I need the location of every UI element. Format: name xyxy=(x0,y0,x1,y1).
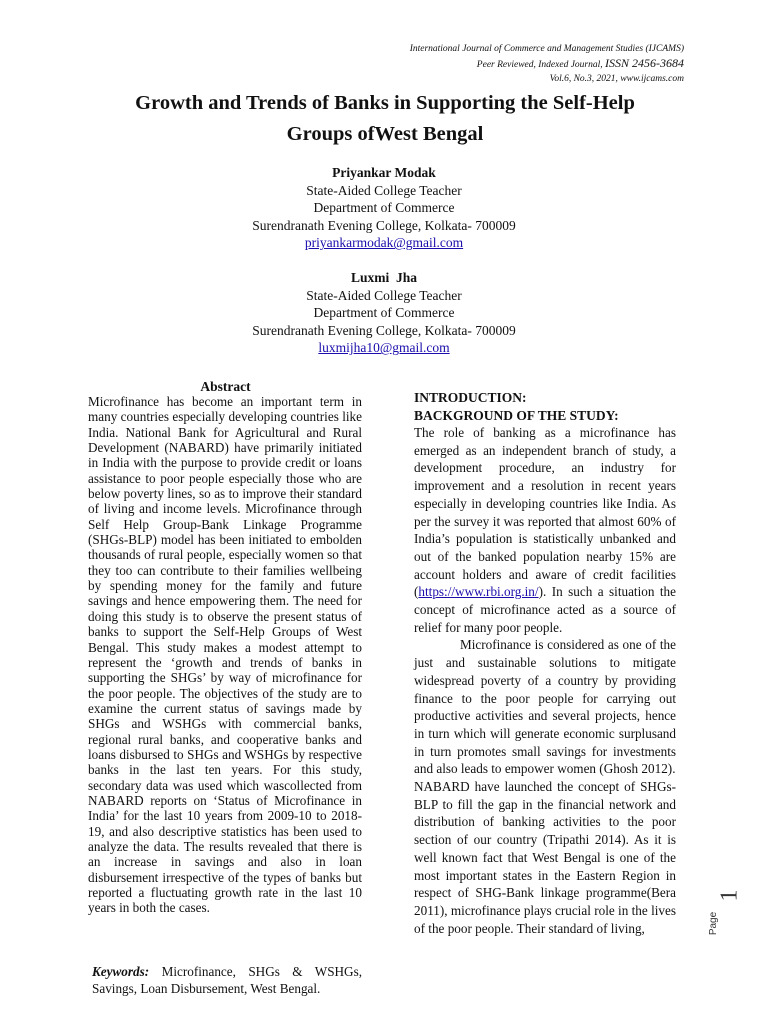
author-name: Luxmi Jha xyxy=(350,270,418,285)
rbi-link[interactable]: https://www.rbi.org.in/ xyxy=(418,584,539,600)
journal-volume-line xyxy=(410,72,684,86)
author-position: State-Aided College Teacher xyxy=(306,182,462,198)
keywords: Keywords: Microfinance, SHGs & WSHGs, Savings, Loan Disbursement, West Bengal. xyxy=(92,964,363,996)
keywords-label: Keywords xyxy=(92,964,145,979)
paper-title: Growth and Trends of Banks in Supporting the Self-Help Groups ofWest Bengal xyxy=(135,92,635,145)
journal-peer-reviewed-line xyxy=(410,56,684,72)
background-heading: BACKGROUND OF THE STUDY: xyxy=(414,407,619,423)
author-institution: Surendranath Evening College, Kolkata- 700009 xyxy=(252,217,516,233)
intro-paragraph-2: Microfinance is considered as one of the just and sustainable solutions to mitigate widespread poverty of a country by providing finance to the poor people for carrying out productive activities and several projects, hence in turn which will generate economic surplusand in turn promotes small savings for investments and also leads to empower women (Ghosh 2012). xyxy=(414,637,676,777)
author-block-2 xyxy=(0,269,768,357)
intro-paragraph-3: NABARD have launched the concept of SHGs-BLP to fill the gap in the financial network and distribution of banking activities to the poor section of our country (Tripathi 2014). As it is well known fact that West Bengal is one of the most important states in the Eastern Region in respect of SHG-Bank linkage programme(Bera 2011), microfinance plays crucial role in the lives of the poor people. Their standard of living, xyxy=(414,779,676,936)
journal-website: www.ijcams.com xyxy=(620,74,684,84)
peer-reviewed-text: Peer Reviewed, Indexed Journal, xyxy=(476,60,603,70)
author-institution: Surendranath Evening College, Kolkata- 700009 xyxy=(252,322,516,338)
author-email-link[interactable]: luxmijha10@gmail.com xyxy=(318,340,450,356)
author-email-link[interactable]: priyankarmodak@gmail.com xyxy=(304,235,464,251)
issn: ISSN 2456-3684 xyxy=(605,56,684,70)
volume-text: Vol.6, No.3, 2021, xyxy=(549,74,618,84)
author-department: Department of Commerce xyxy=(313,305,455,321)
journal-header xyxy=(410,42,684,86)
author-block-1 xyxy=(0,164,768,252)
author-position: State-Aided College Teacher xyxy=(306,287,462,303)
page-label: Page xyxy=(708,911,720,936)
page-number: 1 xyxy=(716,889,743,902)
keywords-text: Microfinance, SHGs & WSHGs, Savings, Loan Disbursement, West Bengal. xyxy=(92,964,363,996)
introduction-heading: INTRODUCTION: xyxy=(414,390,527,405)
abstract-heading: Abstract xyxy=(200,379,251,394)
author-name: Priyankar Modak xyxy=(332,165,436,180)
page-number-mark xyxy=(706,888,746,948)
author-department: Department of Commerce xyxy=(313,200,455,216)
abstract-text: Microfinance has become an important term in many countries especially developing countries like India. National Bank for Agricultural and Rural Development (NABARD) have primarily initiated in India with the purpose to provide credit or loans assistance to poor people especially those who are below poverty lines, so as to improve their standard of living and income levels. Microfinance through Self Help Group-Bank Linkage Programme (SHGs-BLP) model has been initiated to embolden thousands of rural people, especially women so that they too can contribute to their families wellbeing by spending money for the family and future savings and hence empowering them. The need for doing this study is to observe the present status of banks to support the Self-Help Groups of West Bengal. This study makes a modest attempt to represent the ‘growth and trends of banks in supporting the SHGs’ by way of microfinance for the poor people. The objectives of the study are to examine the current status of savings made by SHGs and WSHGs with commercial banks, regional rural banks, and cooperative banks and loans disbursed to SHGs and WSHGs by respective banks in the last ten years. For this study, secondary data was used which wascollected from NABARD reports on ‘Status of Microfinance in India’ for the last 10 years from 2009-10 to 2018-19, and also descriptive statistics has been used to analyze the data. The results revealed that there is an increase in savings and also in loan disbursement irrespective of the types of banks but reported a fluctuating growth rate in the last 10 years in both the cases. xyxy=(88,394,362,916)
journal-name: International Journal of Commerce and Management Studies (IJCAMS) xyxy=(409,44,684,54)
introduction-section xyxy=(414,389,676,937)
intro-paragraph-1: The role of banking as a microfinance has emerged as an independent branch of study, a development procedure, an industry for improvement and a resolution in recent years especially in developing countries like India. As per the survey it was reported that almost 60% of India’s population is statistically unbanked and out of the banked population nearby 15% are account holders and aware of credit facilities (https://www.rbi.org.in/). In such a situation the concept of microfinance acted as a source of relief for many poor people. xyxy=(414,425,676,635)
